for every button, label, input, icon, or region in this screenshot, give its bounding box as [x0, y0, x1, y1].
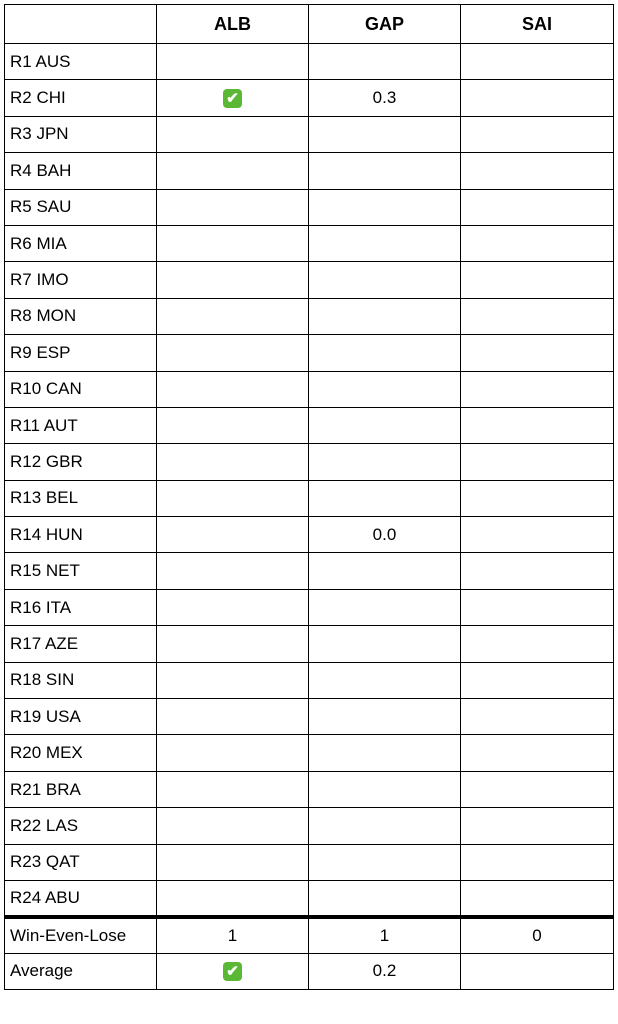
table-row — [5, 517, 614, 553]
table-row — [5, 771, 614, 807]
table-cell — [309, 298, 461, 334]
table-cell — [461, 225, 614, 261]
table-cell — [157, 298, 309, 334]
table-cell — [309, 480, 461, 516]
row-label: R15 NET — [5, 553, 157, 589]
table-body — [5, 44, 614, 990]
table-cell — [461, 407, 614, 443]
header-cell-corner — [5, 5, 157, 44]
table-row — [5, 699, 614, 735]
row-label: R19 USA — [5, 699, 157, 735]
table-row — [5, 371, 614, 407]
table-cell — [157, 335, 309, 371]
table-cell — [157, 153, 309, 189]
table-cell — [309, 371, 461, 407]
table-cell — [461, 771, 614, 807]
row-label: R16 ITA — [5, 589, 157, 625]
table-cell — [461, 153, 614, 189]
table-cell — [157, 44, 309, 80]
table-row — [5, 880, 614, 916]
header-cell-alb: ALB — [157, 5, 309, 44]
row-label: Average — [5, 953, 157, 989]
row-label: R18 SIN — [5, 662, 157, 698]
table-cell — [157, 116, 309, 152]
table-cell — [157, 371, 309, 407]
table-cell — [157, 735, 309, 771]
summary-row — [5, 917, 614, 953]
table-cell — [309, 626, 461, 662]
table-cell — [461, 953, 614, 989]
table-row — [5, 480, 614, 516]
table-cell: 0.0 — [309, 517, 461, 553]
table-cell — [309, 735, 461, 771]
table-row — [5, 335, 614, 371]
table-cell — [157, 626, 309, 662]
table-cell — [309, 335, 461, 371]
table-cell — [157, 80, 309, 116]
table-cell — [461, 189, 614, 225]
table-cell — [461, 444, 614, 480]
table-cell — [157, 662, 309, 698]
row-label: R20 MEX — [5, 735, 157, 771]
table-cell — [461, 699, 614, 735]
table-cell — [461, 589, 614, 625]
table-cell: 0.3 — [309, 80, 461, 116]
table-cell: 1 — [157, 917, 309, 953]
table-row — [5, 553, 614, 589]
table-cell — [461, 880, 614, 916]
table-cell — [309, 444, 461, 480]
row-label: R12 GBR — [5, 444, 157, 480]
table-row — [5, 80, 614, 116]
table-cell — [461, 517, 614, 553]
table-cell — [157, 189, 309, 225]
row-label: R11 AUT — [5, 407, 157, 443]
table-cell — [157, 517, 309, 553]
table-cell — [157, 444, 309, 480]
table-cell — [309, 553, 461, 589]
table-cell — [157, 480, 309, 516]
row-label: R17 AZE — [5, 626, 157, 662]
row-label: R2 CHI — [5, 80, 157, 116]
row-label: R6 MIA — [5, 225, 157, 261]
table-cell: 0 — [461, 917, 614, 953]
table-cell — [461, 553, 614, 589]
table-row — [5, 808, 614, 844]
table-cell — [309, 880, 461, 916]
table-cell — [461, 80, 614, 116]
table-row — [5, 225, 614, 261]
table-cell — [461, 735, 614, 771]
table-row — [5, 116, 614, 152]
table-cell — [309, 771, 461, 807]
row-label: R22 LAS — [5, 808, 157, 844]
table-cell — [309, 153, 461, 189]
table-row — [5, 298, 614, 334]
table-cell — [309, 808, 461, 844]
table-cell — [157, 407, 309, 443]
table-row — [5, 407, 614, 443]
table-cell — [461, 298, 614, 334]
table-cell — [157, 225, 309, 261]
table-cell — [157, 589, 309, 625]
table-cell: 1 — [309, 917, 461, 953]
table-cell — [157, 262, 309, 298]
header-row — [5, 5, 614, 44]
table-cell — [461, 116, 614, 152]
row-label: R3 JPN — [5, 116, 157, 152]
row-label: R10 CAN — [5, 371, 157, 407]
row-label: R23 QAT — [5, 844, 157, 880]
table-cell — [309, 589, 461, 625]
table-cell — [461, 844, 614, 880]
table-cell — [157, 844, 309, 880]
table-cell — [309, 262, 461, 298]
row-label: R21 BRA — [5, 771, 157, 807]
table-row — [5, 589, 614, 625]
results-table — [4, 4, 614, 990]
row-label: Win-Even-Lose — [5, 917, 157, 953]
check-mark-icon: ✔ — [223, 962, 242, 981]
table-cell — [461, 808, 614, 844]
row-label: R7 IMO — [5, 262, 157, 298]
table-cell — [461, 371, 614, 407]
table-cell — [309, 116, 461, 152]
summary-row — [5, 953, 614, 989]
table-row — [5, 189, 614, 225]
row-label: R8 MON — [5, 298, 157, 334]
row-label: R4 BAH — [5, 153, 157, 189]
table-cell — [157, 953, 309, 989]
table-row — [5, 662, 614, 698]
table-cell: 0.2 — [309, 953, 461, 989]
table-cell — [157, 699, 309, 735]
table-cell — [309, 225, 461, 261]
row-label: R1 AUS — [5, 44, 157, 80]
table-cell — [461, 626, 614, 662]
table-cell — [461, 480, 614, 516]
table-row — [5, 626, 614, 662]
table-row — [5, 444, 614, 480]
table-row — [5, 153, 614, 189]
table-cell — [461, 662, 614, 698]
table-cell — [309, 44, 461, 80]
table-cell — [157, 808, 309, 844]
table-cell — [157, 880, 309, 916]
table-cell — [309, 699, 461, 735]
row-label: R5 SAU — [5, 189, 157, 225]
row-label: R24 ABU — [5, 880, 157, 916]
table-cell — [157, 771, 309, 807]
table-cell — [309, 844, 461, 880]
check-mark-icon: ✔ — [223, 89, 242, 108]
row-label: R13 BEL — [5, 480, 157, 516]
table-cell — [461, 44, 614, 80]
table-cell — [309, 662, 461, 698]
table-cell — [461, 335, 614, 371]
header-cell-sai: SAI — [461, 5, 614, 44]
table-row — [5, 262, 614, 298]
header-cell-gap: GAP — [309, 5, 461, 44]
table-cell — [309, 189, 461, 225]
table-row — [5, 735, 614, 771]
table-cell — [157, 553, 309, 589]
row-label: R9 ESP — [5, 335, 157, 371]
table-cell — [309, 407, 461, 443]
table-row — [5, 844, 614, 880]
table-row — [5, 44, 614, 80]
row-label: R14 HUN — [5, 517, 157, 553]
table-cell — [461, 262, 614, 298]
